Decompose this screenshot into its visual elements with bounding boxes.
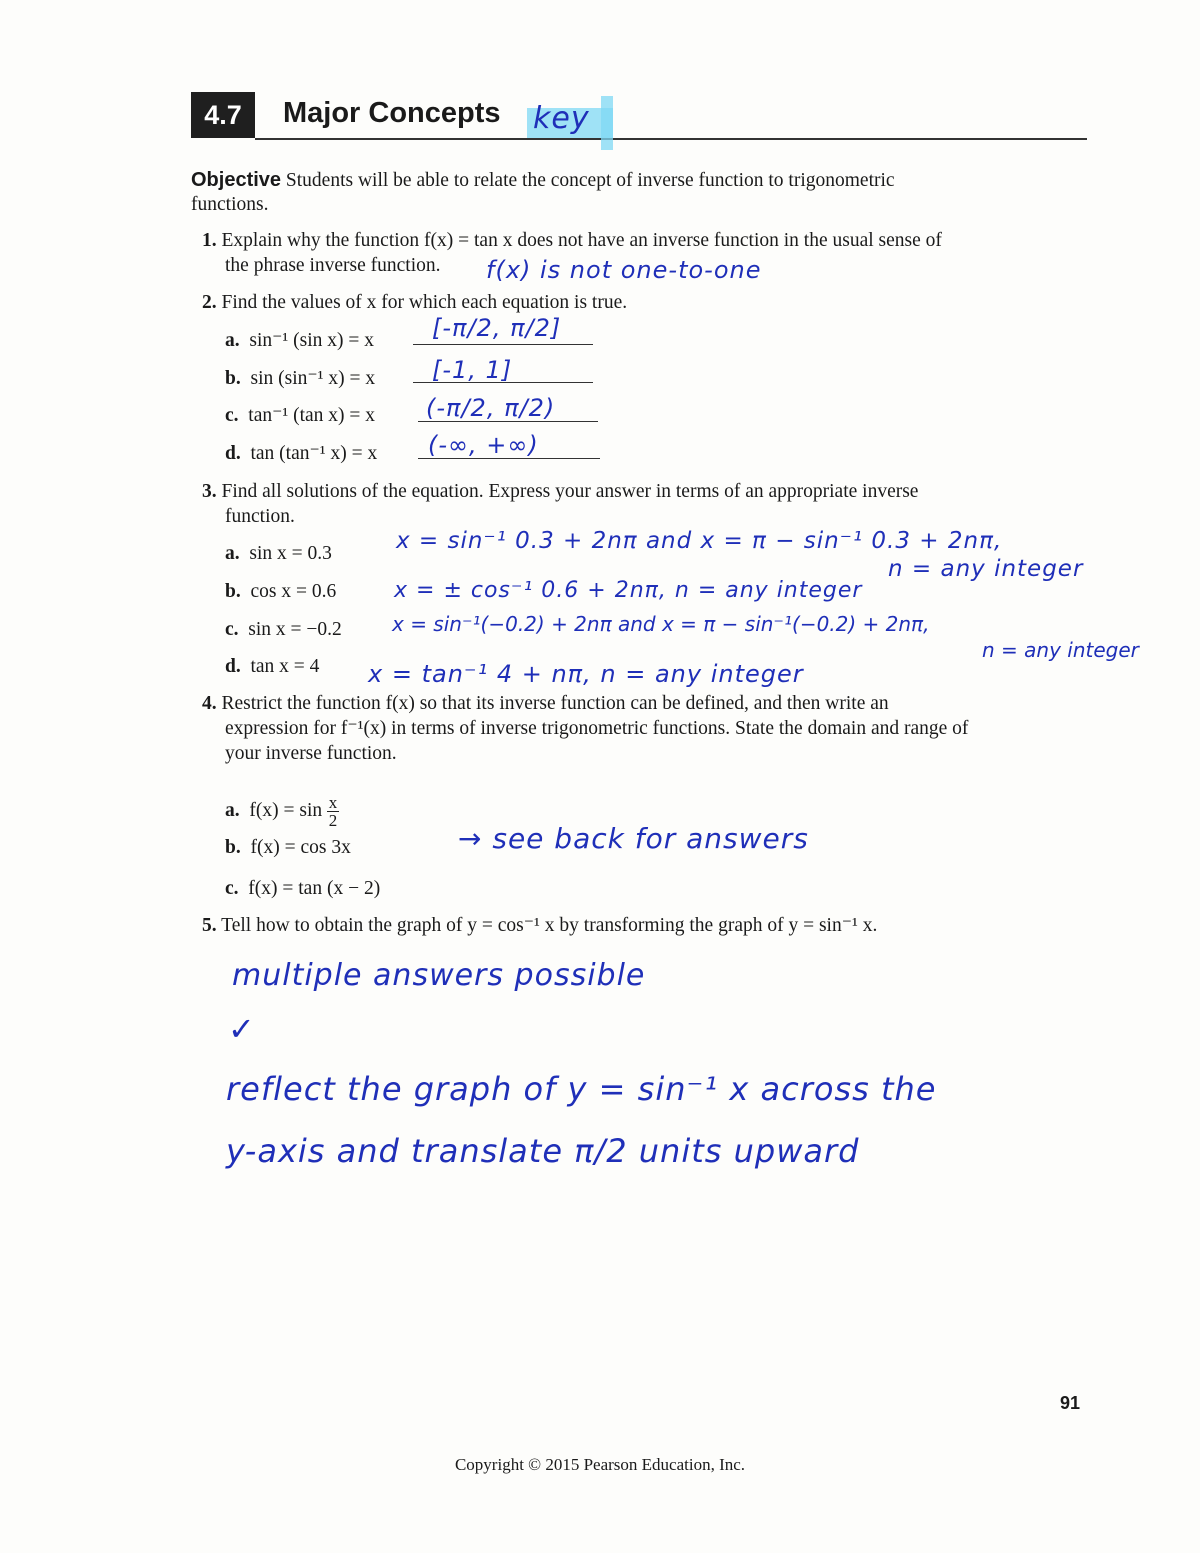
q3-part-a-equation: sin x = 0.3 [249,543,332,564]
q2-part-c-label: c. [225,405,239,426]
q4-part-b [225,836,351,860]
q5-answer-line2: reflect the graph of y = sin⁻¹ x across the [226,1070,937,1108]
question-1 [202,229,942,253]
q3-part-d-answer: x = tan⁻¹ 4 + nπ, n = any integer [368,660,804,688]
q4-part-b-label: b. [225,837,241,858]
q4-part-a-fraction-denominator: 2 [328,811,338,830]
section-number-badge [191,92,255,138]
q2-part-a [225,329,374,353]
question-2-prompt: Find the values of x for which each equation is true. [221,292,628,313]
q3-part-c-equation: sin x = −0.2 [248,619,342,640]
q3-part-c [225,618,342,642]
q3-part-d [225,655,319,679]
question-4-line2: expression for f⁻¹(x) in terms of inverse trigonometric functions. State the domain and range of [225,718,969,739]
question-3 [202,480,918,504]
q4-part-a [225,794,339,829]
question-3-line1: Find all solutions of the equation. Express your answer in terms of an appropriate inverse [221,481,919,502]
q3-part-a [225,542,332,566]
q2-part-c-answer: (-π/2, π/2) [426,394,556,422]
q2-part-a-label: a. [225,330,240,351]
q3-part-d-label: d. [225,656,241,677]
question-5-number: 5. [202,915,217,936]
question-4-line1: Restrict the function f(x) so that its inverse function can be defined, and then write an [221,693,889,714]
copyright: Copyright © 2015 Pearson Education, Inc. [454,1455,746,1474]
q3-part-b-label: b. [225,581,241,602]
q2-part-d-label: d. [225,443,241,464]
page-number: 91 [1060,1393,1081,1413]
q3-part-d-equation: tan x = 4 [250,656,320,677]
q3-part-c-label: c. [225,619,239,640]
question-5 [202,914,877,938]
question-4-line3: your inverse function. [225,743,397,764]
q2-part-c [225,404,375,428]
question-1-line1: Explain why the function f(x) = tan x does not have an inverse function in the usual sense of [221,230,942,251]
q3-part-b-answer: x = ± cos⁻¹ 0.6 + 2nπ, n = any integer [394,578,863,603]
objective-label: Objective [191,169,282,191]
q2-part-d-equation: tan (tan⁻¹ x) = x [250,443,378,464]
question-1-answer: f(x) is not one-to-one [486,256,762,284]
q4-part-c-equation: f(x) = tan (x − 2) [248,878,381,899]
q3-part-a-answer-line2: n = any integer [888,556,1084,582]
q2-part-a-answer: [-π/2, π/2] [432,314,562,342]
question-1-line2: the phrase inverse function. [225,255,441,276]
q3-part-c-answer-line2: n = any integer [982,638,1139,662]
q3-part-a-answer: x = sin⁻¹ 0.3 + 2nπ and x = π − sin⁻¹ 0.3 + 2nπ, [396,528,1003,554]
header-rule [255,138,1087,140]
q2-part-b [225,367,375,391]
question-3-number: 3. [202,481,217,502]
q5-answer-line3: y-axis and translate π/2 units upward [226,1132,860,1170]
q2-part-b-equation: sin (sin⁻¹ x) = x [250,368,376,389]
q2-part-c-equation: tan⁻¹ (tan x) = x [248,405,376,426]
key-annotation: key [533,101,590,136]
question-2-number: 2. [202,292,217,313]
q2-part-a-answer-line [413,344,593,345]
q5-answer-line1: multiple answers possible [232,958,646,993]
q4-part-a-fraction [327,794,339,829]
q4-part-c-label: c. [225,878,239,899]
q4-answer: → see back for answers [458,822,809,855]
q4-part-a-equation: f(x) = sin [249,799,323,821]
q2-part-b-label: b. [225,368,241,389]
check-mark-icon: ✓ [228,1010,256,1048]
q2-part-a-equation: sin⁻¹ (sin x) = x [249,330,375,351]
page-title: Major Concepts [283,97,501,129]
q2-part-b-answer: [-1, 1] [432,356,513,384]
q3-part-c-answer: x = sin⁻¹(−0.2) + 2nπ and x = π − sin⁻¹(−0.2) + 2nπ, [392,612,930,636]
question-5-prompt: Tell how to obtain the graph of y = cos⁻¹ x by transforming the graph of y = sin⁻¹ x. [221,915,878,936]
question-4 [202,692,889,716]
q2-part-d [225,442,377,466]
objective-text-line1: Students will be able to relate the concept of inverse function to trigonometric [285,170,895,191]
q4-part-c [225,877,380,901]
q3-part-a-label: a. [225,543,240,564]
q3-part-b [225,580,336,604]
q4-part-b-equation: f(x) = cos 3x [250,837,351,858]
section-number: 4.7 [204,99,242,130]
question-1-number: 1. [202,230,217,251]
q2-part-d-answer: (-∞, +∞) [428,431,539,459]
objective [191,168,895,193]
question-2 [202,291,627,315]
question-4-number: 4. [202,693,217,714]
q3-part-b-equation: cos x = 0.6 [250,581,337,602]
objective-text-line2: functions. [191,194,269,215]
question-3-line2: function. [225,506,295,527]
q4-part-a-fraction-numerator: x [328,793,338,812]
q4-part-a-label: a. [225,799,240,821]
